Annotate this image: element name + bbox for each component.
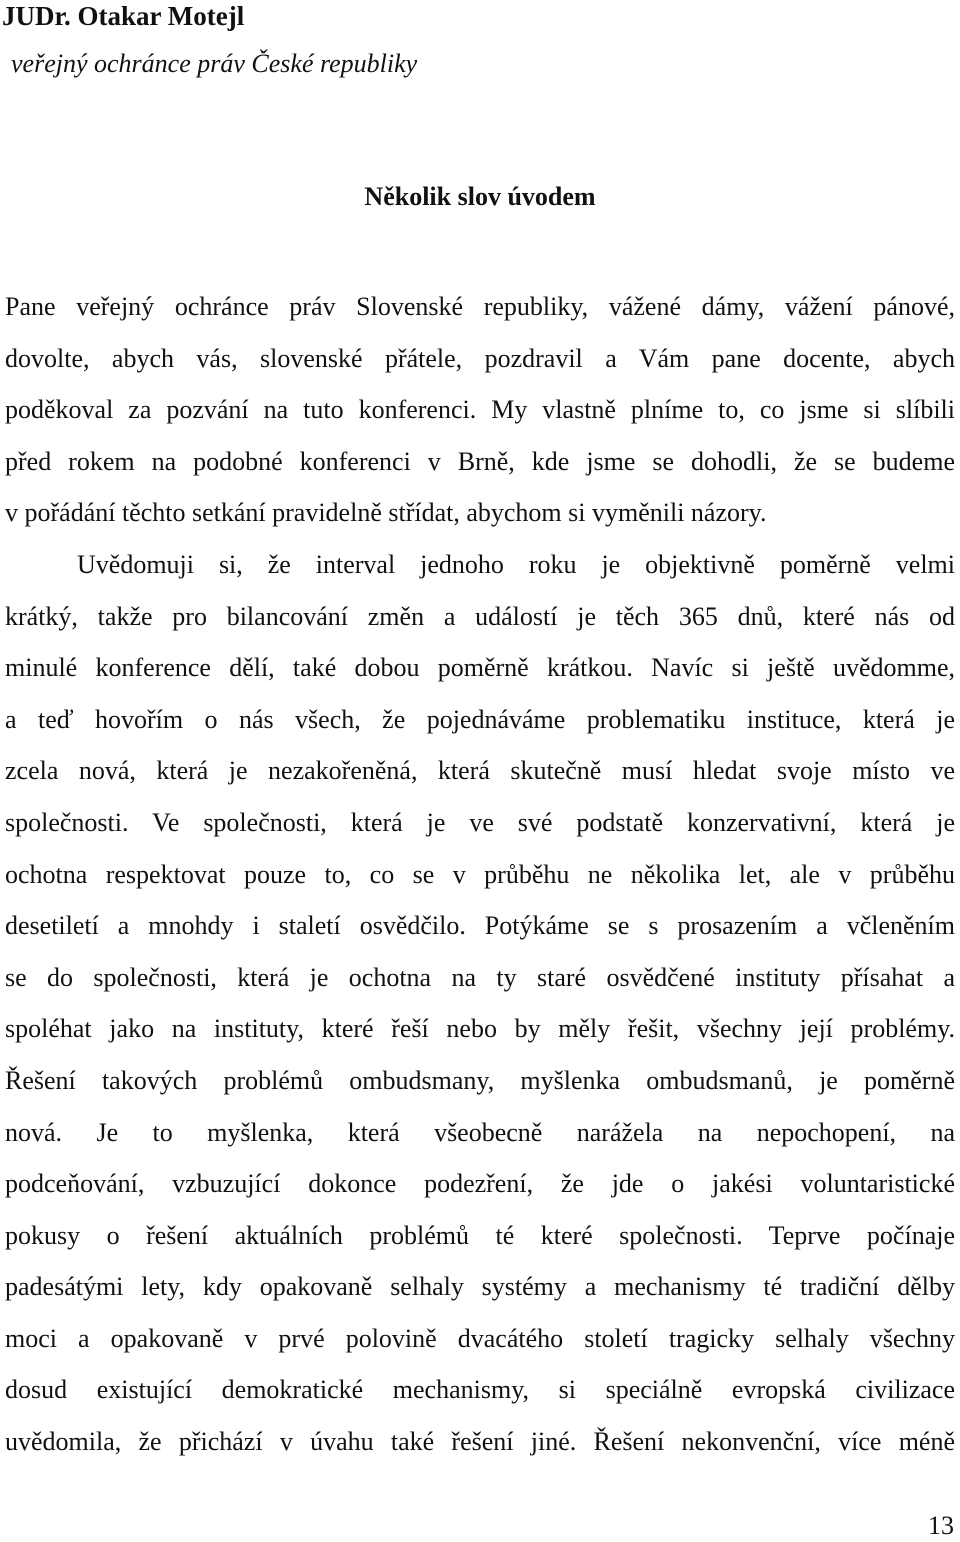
text-line: spoléhat jako na instituty, které řeší nebo by měly řešit, všechny její problémy.	[5, 1014, 955, 1044]
author-name: JUDr. Otakar Motejl	[2, 1, 245, 31]
author-affiliation: veřejný ochránce práv České republiky	[11, 49, 418, 78]
text-line: krátký, takže pro bilancování změn a událostí je těch 365 dnů, které nás od	[5, 601, 955, 631]
text-line: moci a opakovaně v prvé polovině dvacátého století tragicky selhaly všechny	[5, 1323, 955, 1353]
text-line: padesátými lety, kdy opakovaně selhaly systémy a mechanismy té tradiční dělby	[5, 1272, 955, 1302]
text-line: poděkoval za pozvání na tuto konferenci. My vlastně plníme to, co jsme si slíbili	[5, 395, 955, 425]
text-line: nová. Je to myšlenka, která všeobecně narážela na nepochopení, na	[5, 1117, 955, 1147]
text-line: podceňování, vzbuzující dokonce podezření, že jde o jakési voluntaristické	[5, 1169, 955, 1199]
text-line: ochotna respektovat pouze to, co se v průběhu ne několika let, ale v průběhu	[5, 859, 955, 889]
text-line: se do společnosti, která je ochotna na ty staré osvědčené instituty přísahat a	[5, 962, 955, 992]
text-line: dosud existující demokratické mechanismy, si speciálně evropská civilizace	[5, 1375, 955, 1405]
page-title: Několik slov úvodem	[364, 182, 596, 211]
text-line: uvědomila, že přichází v úvahu také řešení jiné. Řešení nekonvenční, více méně	[5, 1427, 955, 1457]
text-line: dovolte, abych vás, slovenské přátele, pozdravil a Vám pane docente, abych	[5, 343, 955, 373]
body-text	[5, 281, 955, 1468]
text-line: zcela nová, která je nezakořeněná, která skutečně musí hledat svoje místo ve	[5, 756, 955, 786]
page-number: 13	[928, 1511, 954, 1540]
text-line: pokusy o řešení aktuálních problémů té které společnosti. Teprve počínaje	[5, 1220, 955, 1250]
text-line: před rokem na podobné konferenci v Brně, kde jsme se dohodli, že se budeme	[5, 446, 955, 476]
text-line: desetiletí a mnohdy i staletí osvědčilo. Potýkáme se s prosazením a včleněním	[5, 911, 955, 941]
text-line: a teď hovořím o nás všech, že pojednáváme problematiku instituce, která je	[5, 704, 955, 734]
text-line: v pořádání těchto setkání pravidelně střídat, abychom si vyměnili názory.	[5, 498, 767, 528]
text-line: minulé konference dělí, také dobou poměrně krátkou. Navíc si ještě uvědomme,	[5, 653, 955, 683]
text-line: Uvědomuji si, že interval jednoho roku je objektivně poměrně velmi	[77, 549, 955, 579]
text-line: Pane veřejný ochránce práv Slovenské republiky, vážené dámy, vážení pánové,	[5, 292, 955, 321]
text-line: společnosti. Ve společnosti, která je ve své podstatě konzervativní, která je	[5, 807, 955, 837]
text-line: Řešení takových problémů ombudsmany, myšlenka ombudsmanů, je poměrně	[5, 1065, 955, 1095]
